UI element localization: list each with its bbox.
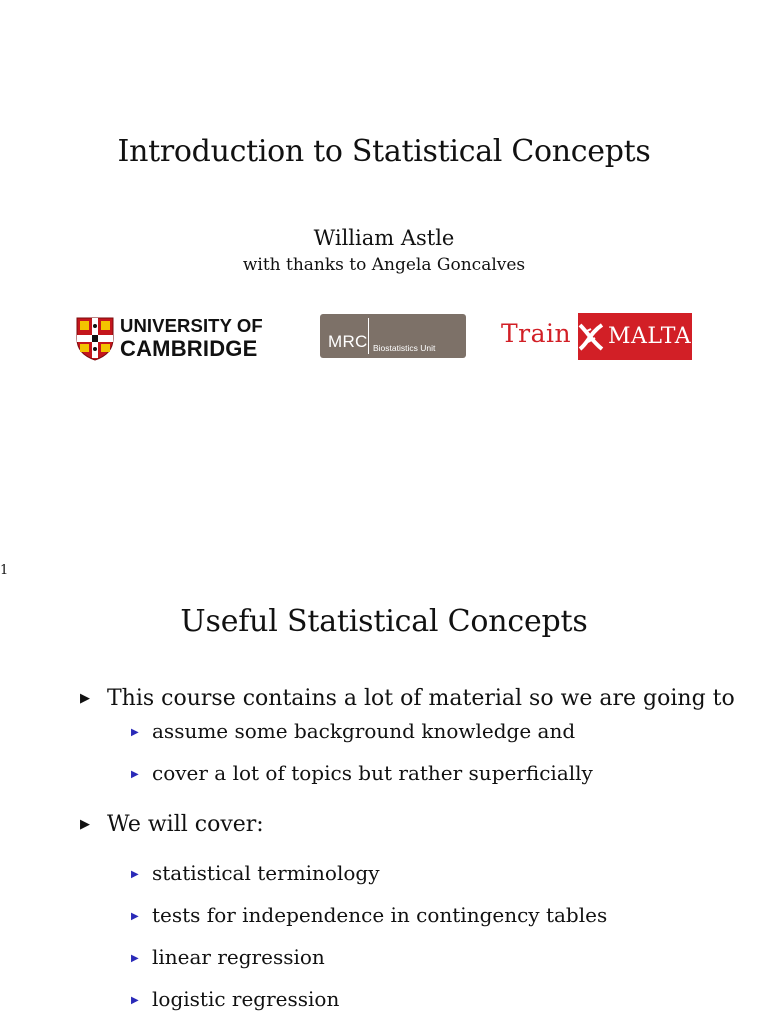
mrc-logo-divider xyxy=(368,318,369,354)
mrc-logo-main: MRC xyxy=(328,332,368,351)
train-malta-left-word: Train xyxy=(501,319,572,348)
sub-bullet-item xyxy=(131,861,380,885)
sub-bullet-marker-icon: ▶ xyxy=(131,869,139,880)
sub-bullet-item xyxy=(131,761,593,785)
bullet-marker-icon: ▶ xyxy=(80,817,90,832)
page-number: 1 xyxy=(0,563,9,578)
sub-bullet-text: statistical terminology xyxy=(152,861,380,885)
sub-bullet-text: assume some background knowledge and xyxy=(152,719,576,743)
sub-bullet-text: cover a lot of topics but rather superficially xyxy=(152,761,593,785)
sub-bullet-item xyxy=(131,719,575,743)
sub-bullet-marker-icon: ▶ xyxy=(131,995,139,1006)
train-malta-red-box xyxy=(578,313,692,360)
slide-title: Introduction to Statistical Concepts xyxy=(117,134,651,169)
sub-bullet-text: tests for independence in contingency tables xyxy=(152,903,608,927)
bullet-text: This course contains a lot of material so we are going to xyxy=(107,686,735,711)
sub-bullet-item xyxy=(131,903,607,927)
cambridge-logo-line2: CAMBRIDGE xyxy=(120,336,258,361)
bullet-text: We will cover: xyxy=(107,812,264,837)
cambridge-logo-line1: UNIVERSITY OF xyxy=(120,315,263,336)
slide2-title: Useful Statistical Concepts xyxy=(180,604,588,639)
cambridge-shield-icon xyxy=(76,317,114,361)
sub-bullet-text: linear regression xyxy=(152,945,325,969)
sub-bullet-marker-icon: ▶ xyxy=(131,727,139,738)
mrc-logo xyxy=(320,314,466,358)
dna-helix-icon xyxy=(576,319,606,355)
cambridge-logo xyxy=(76,315,281,363)
acknowledgement: with thanks to Angela Goncalves xyxy=(242,255,526,275)
train-malta-right-word: MALTA xyxy=(608,324,692,349)
train-malta-logo xyxy=(500,312,694,360)
sub-bullet-marker-icon: ▶ xyxy=(131,911,139,922)
sub-bullet-item xyxy=(131,945,325,969)
sub-bullet-text: logistic regression xyxy=(152,987,340,1011)
sub-bullet-item xyxy=(131,987,339,1011)
author-name: William Astle xyxy=(313,226,455,250)
mrc-logo-sub: Biostatistics Unit xyxy=(373,343,436,353)
bullet-item xyxy=(80,812,264,837)
sub-bullet-marker-icon: ▶ xyxy=(131,953,139,964)
bullet-item xyxy=(80,686,735,711)
bullet-marker-icon: ▶ xyxy=(80,691,90,706)
sub-bullet-marker-icon: ▶ xyxy=(131,769,139,780)
